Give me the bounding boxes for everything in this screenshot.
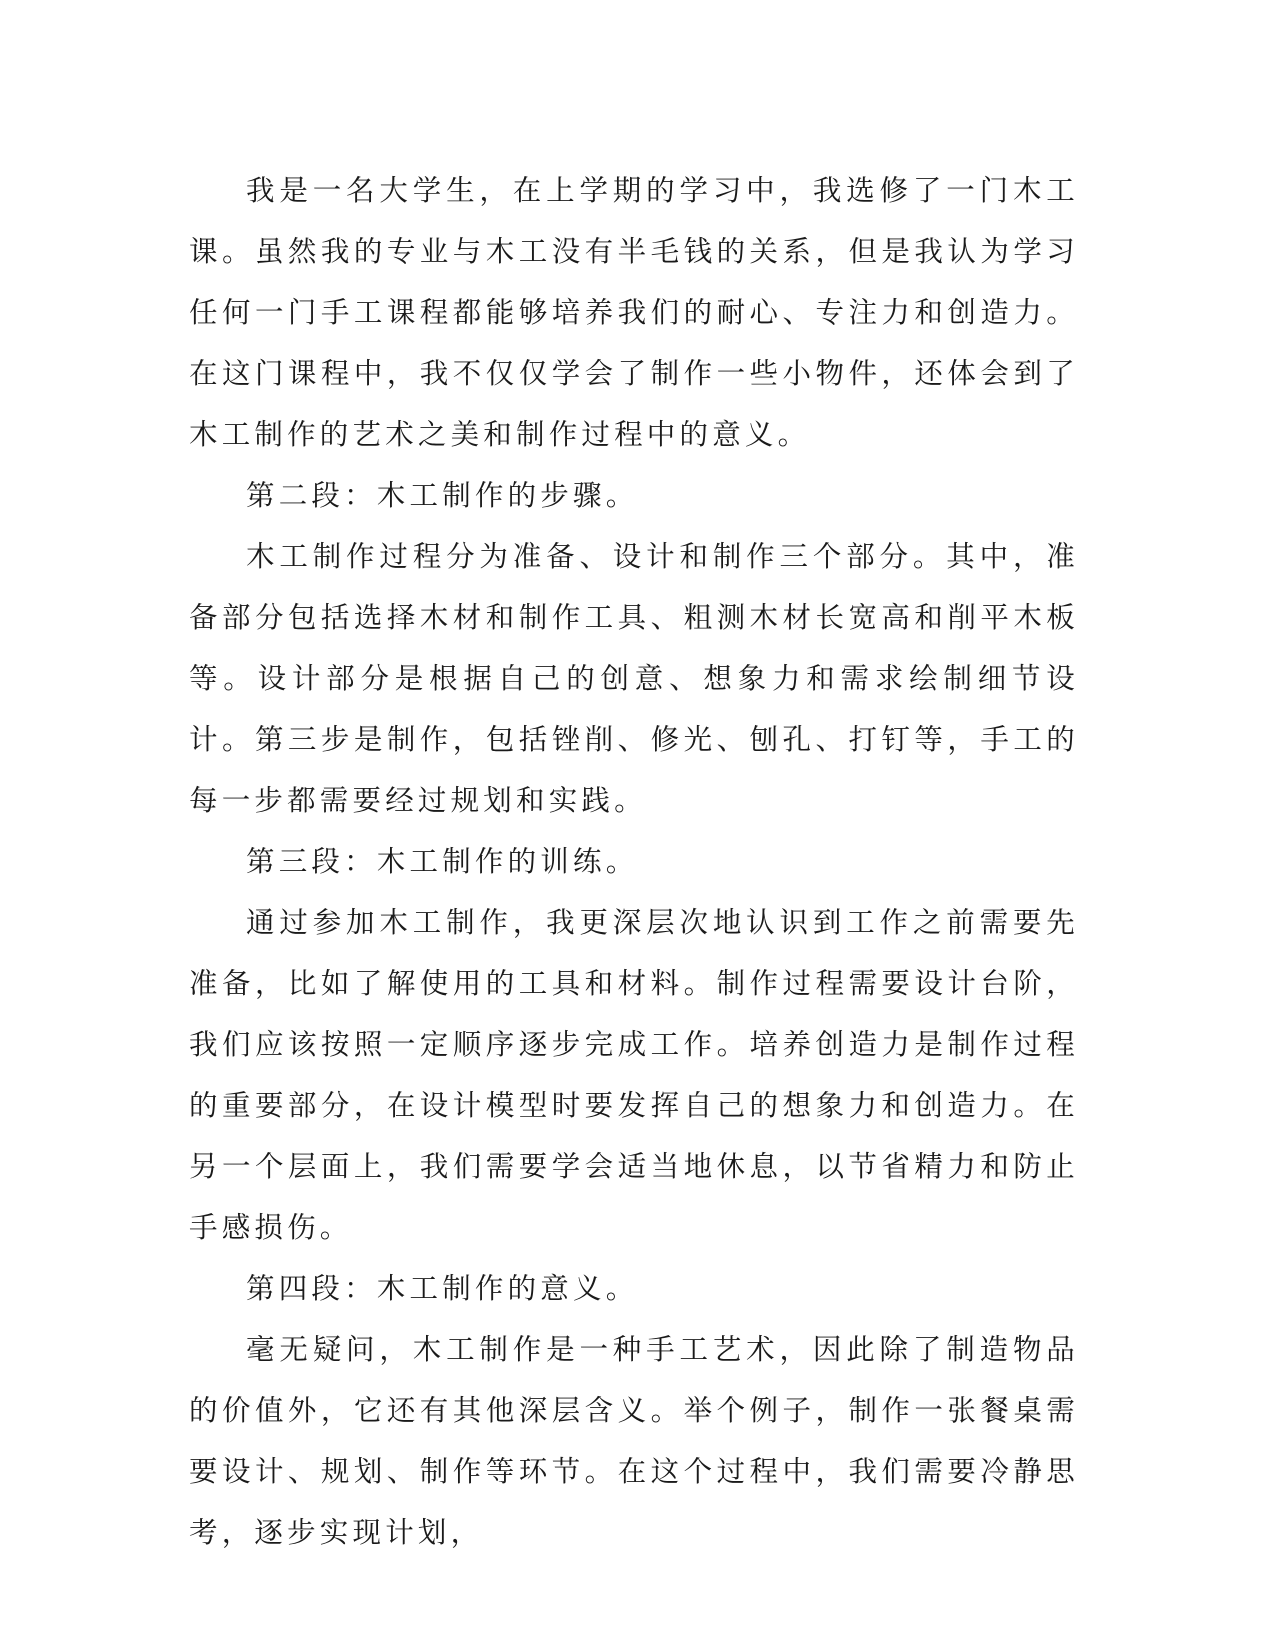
- section-heading-2: 第二段：木工制作的步骤。: [246, 479, 639, 512]
- paragraph-meaning: 毫无疑问，木工制作是一种手工艺术，因此除了制造物品的价值外，它还有其他深层含义。举个例子，制作一张餐桌需要设计、规划、制作等环节。在这个过程中，我们需要冷静思考，逐步实现计划，: [189, 1333, 1079, 1549]
- section-heading-3: 第三段：木工制作的训练。: [246, 845, 639, 878]
- document-body: [189, 160, 1079, 1563]
- section-heading-4: 第四段：木工制作的意义。: [246, 1272, 639, 1305]
- paragraph-training: 通过参加木工制作，我更深层次地认识到工作之前需要先准备，比如了解使用的工具和材料。制作过程需要设计台阶，我们应该按照一定顺序逐步完成工作。培养创造力是制作过程的重要部分，在设计模型时要发挥自己的想象力和创造力。在另一个层面上，我们需要学会适当地休息，以节省精力和防止手感损伤。: [189, 906, 1079, 1244]
- paragraph-steps: 木工制作过程分为准备、设计和制作三个部分。其中，准备部分包括选择木材和制作工具、粗测木材长宽高和削平木板等。设计部分是根据自己的创意、想象力和需求绘制细节设计。第三步是制作，包括锉削、修光、刨孔、打钉等，手工的每一步都需要经过规划和实践。: [189, 540, 1079, 817]
- paragraph-intro: 我是一名大学生，在上学期的学习中，我选修了一门木工课。虽然我的专业与木工没有半毛钱的关系，但是我认为学习任何一门手工课程都能够培养我们的耐心、专注力和创造力。在这门课程中，我不仅仅学会了制作一些小物件，还体会到了木工制作的艺术之美和制作过程中的意义。: [189, 174, 1079, 451]
